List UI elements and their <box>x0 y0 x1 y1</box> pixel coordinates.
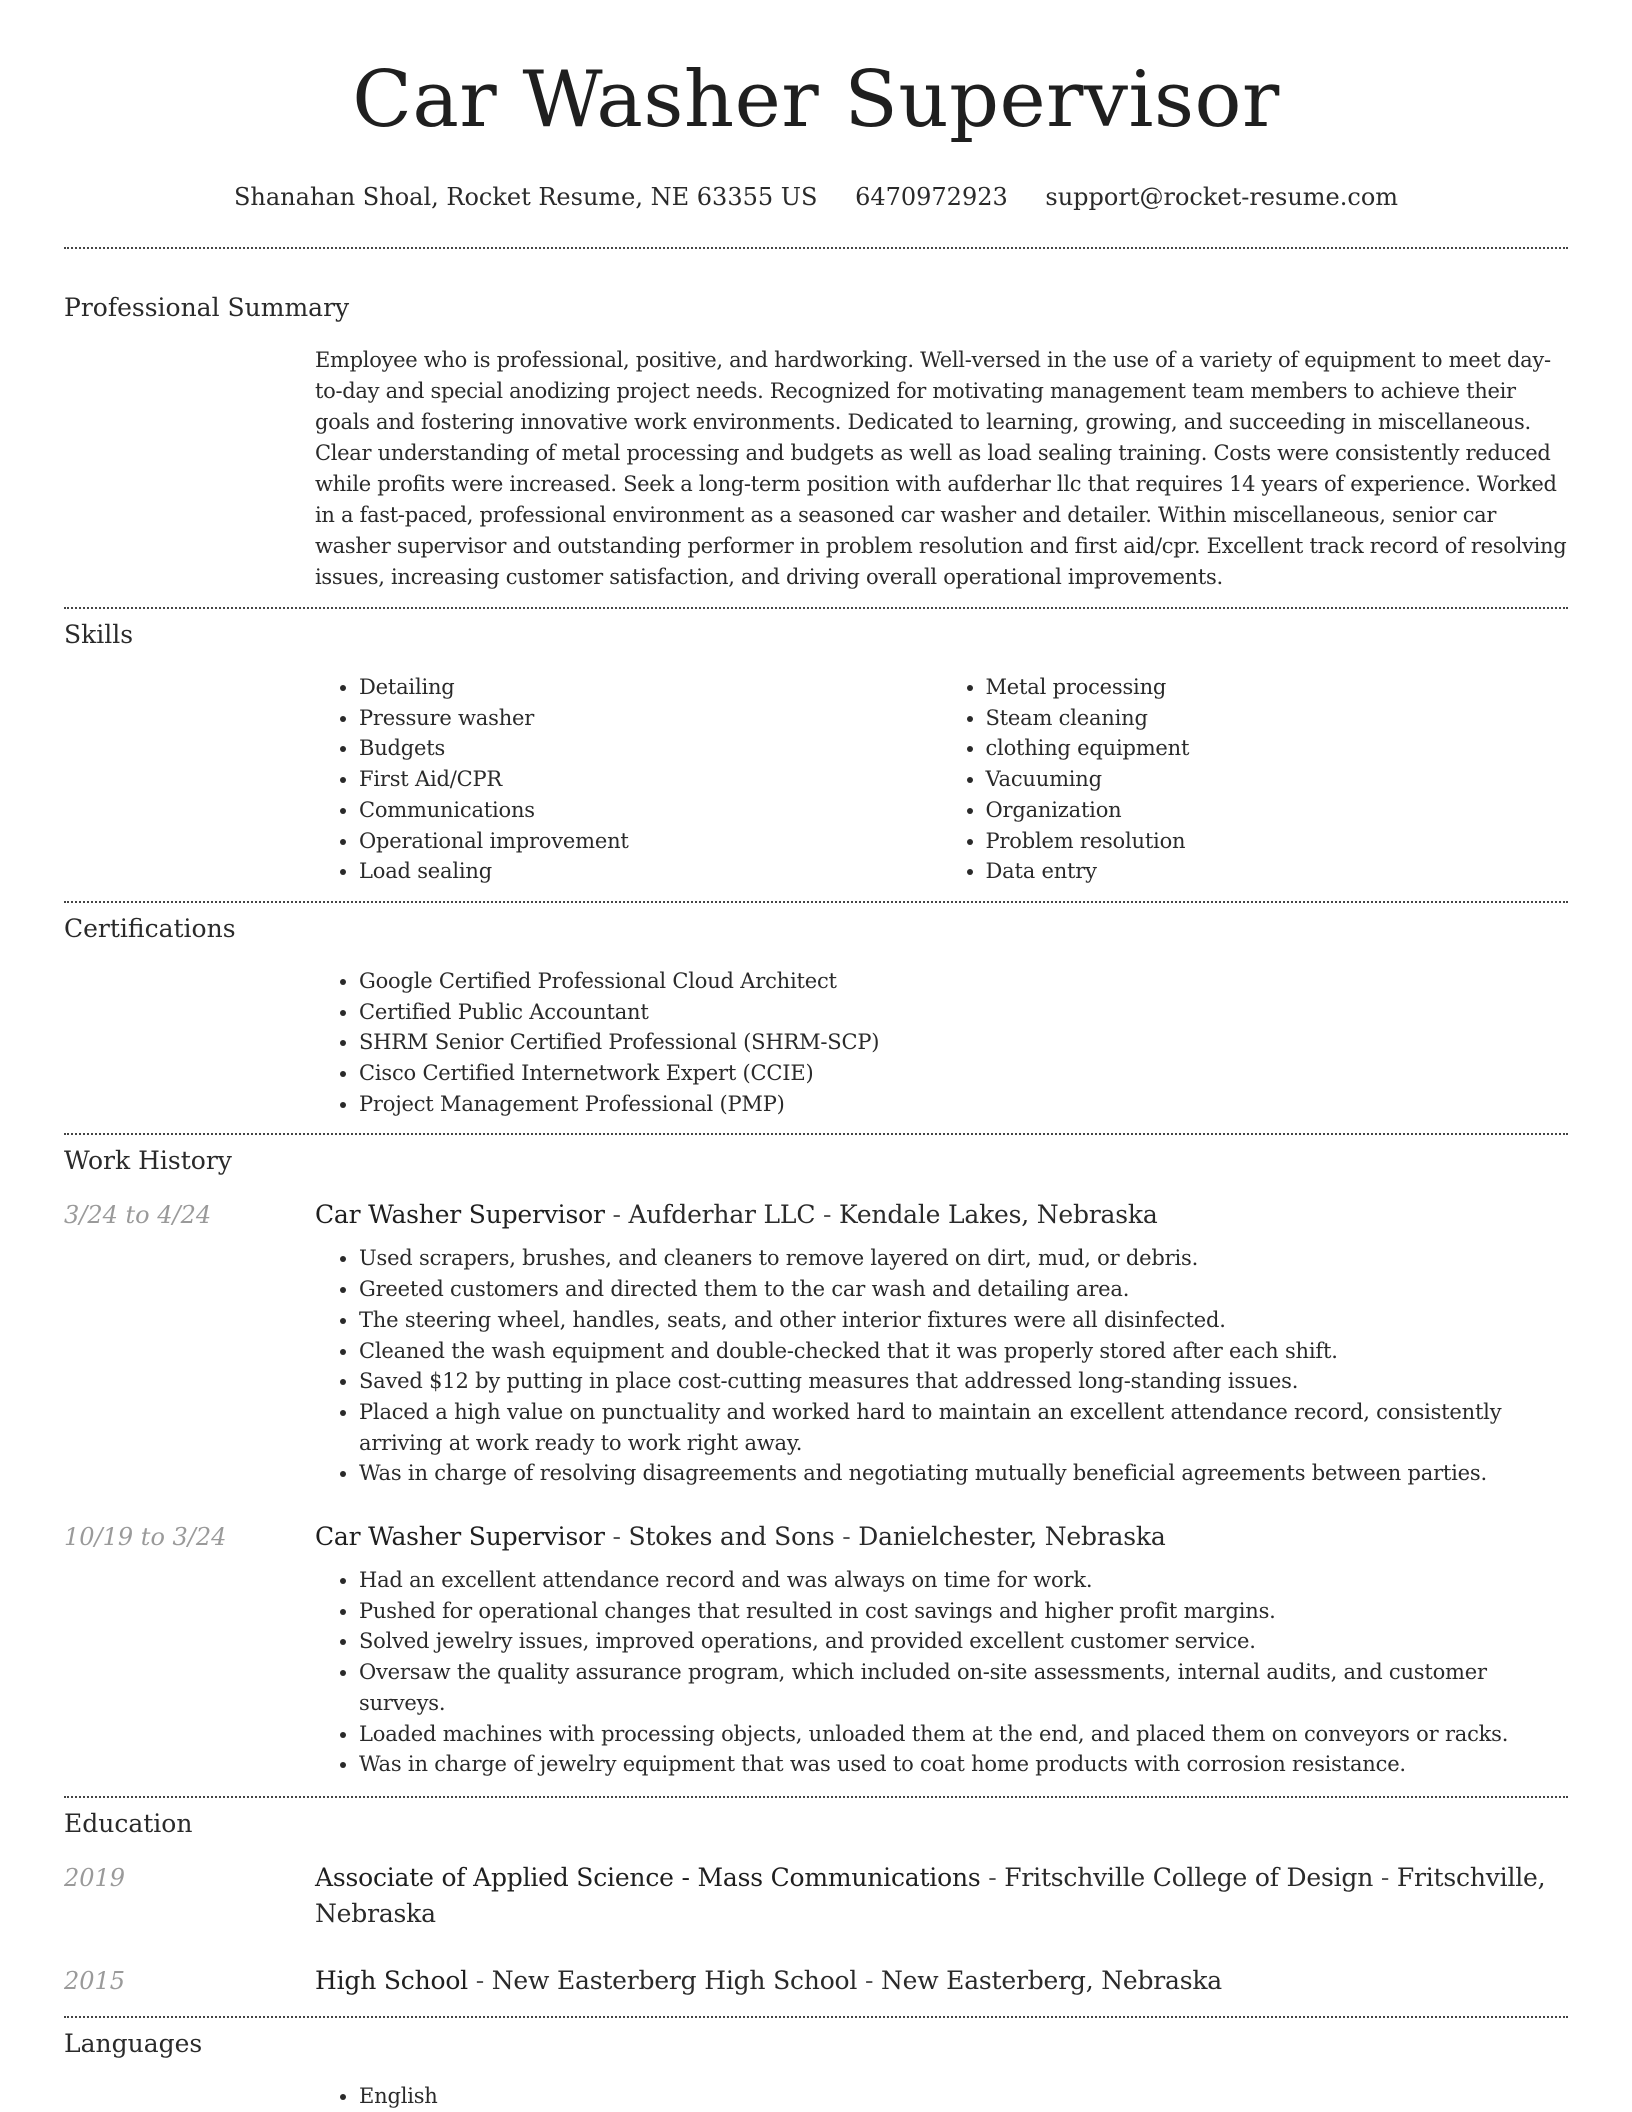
education-section <box>64 1808 1568 1999</box>
job-role: Car Washer Supervisor <box>315 1522 605 1552</box>
education-heading: Education <box>64 1808 193 1838</box>
resume-header <box>64 0 1568 212</box>
skill-item: • clothing equipment <box>986 733 1569 764</box>
education-school: Fritschville College of Design <box>1004 1862 1374 1892</box>
job-bullet: • Was in charge of jewelry equipment that was used to coat home products with corrosion resistance. <box>359 1749 1568 1780</box>
skill-item: • Load sealing <box>359 856 942 887</box>
section-divider <box>64 901 1568 903</box>
job-bullet: • Solved jewelry issues, improved operations, and provided excellent customer service. <box>359 1626 1568 1657</box>
certification-item: • Cisco Certified Internetwork Expert (CCIE) <box>359 1058 1568 1089</box>
skill-item: • Steam cleaning <box>986 703 1569 734</box>
skill-item: • Communications <box>359 795 942 826</box>
education-degree: Associate of Applied Science - Mass Communications <box>315 1862 981 1892</box>
job-bullets <box>315 1243 1568 1489</box>
candidate-name: Car Washer Supervisor <box>352 55 1280 145</box>
skill-item: • Detailing <box>359 672 942 703</box>
summary-heading: Professional Summary <box>64 293 350 322</box>
job-company: Aufderhar LLC <box>628 1200 816 1230</box>
skill-item: • Budgets <box>359 733 942 764</box>
certification-item: • Certified Public Accountant <box>359 997 1568 1028</box>
work-history-section <box>64 1145 1568 1780</box>
education-entry <box>64 1860 1568 1932</box>
skill-item: • Operational improvement <box>359 826 942 857</box>
job-dates: 3/24 to 4/24 <box>64 1201 212 1230</box>
contact-line <box>64 182 1568 212</box>
summary-section <box>64 292 1568 593</box>
job-title-line: Car Washer Supervisor - Stokes and Sons - Danielchester, Nebraska <box>315 1522 1166 1552</box>
skill-item: • First Aid/CPR <box>359 764 942 795</box>
job-location: Danielchester, Nebraska <box>858 1522 1166 1552</box>
contact-address: Shanahan Shoal, Rocket Resume, NE 63355 US <box>233 183 818 211</box>
certification-item: • Google Certified Professional Cloud Architect <box>359 966 1568 997</box>
skill-item: • Vacuuming <box>986 764 1569 795</box>
job-bullet: • Greeted customers and directed them to the car wash and detailing area. <box>359 1274 1568 1305</box>
section-divider <box>64 1796 1568 1798</box>
certifications-heading: Certifications <box>64 913 236 943</box>
education-year: 2015 <box>64 1966 126 1995</box>
summary-text: Employee who is professional, positive, and hardworking. Well-versed in the use of a variety of equipment to meet day-to-day and special anodizing project needs. Recognized for motivating management team members to achieve their goals and fostering innovative work environments. Dedicated to learning, growing, and succeeding in miscellaneous. Clear understanding of metal processing and budgets as well as load sealing training. Costs were consistently reduced while profits were increased. Seek a long-term position with aufderhar llc that requires 14 years of experience. Worked in a fast-paced, professional environment as a seasoned car washer and detailer. Within miscellaneous, senior car washer supervisor and outstanding performer in problem resolution and first aid/cpr. Excellent track record of resolving issues, increasing customer satisfaction, and driving overall operational improvements. <box>315 348 1567 589</box>
work-history-heading: Work History <box>64 1146 232 1176</box>
skill-item: • Pressure washer <box>359 703 942 734</box>
skills-heading: Skills <box>64 620 134 649</box>
job-location: Kendale Lakes, Nebraska <box>839 1200 1158 1230</box>
job-bullet: • Used scrapers, brushes, and cleaners to remove layered on dirt, mud, or debris. <box>359 1243 1568 1274</box>
education-location: New Easterberg, Nebraska <box>880 1965 1223 1995</box>
skill-item: • Metal processing <box>986 672 1569 703</box>
skill-item: • Data entry <box>986 856 1569 887</box>
languages-list <box>315 2081 1568 2112</box>
section-divider <box>64 607 1568 609</box>
job-bullet: • Was in charge of resolving disagreements and negotiating mutually beneficial agreements between parties. <box>359 1458 1568 1489</box>
job-bullet: • Cleaned the wash equipment and double-checked that it was properly stored after each shift. <box>359 1336 1568 1367</box>
job-company: Stokes and Sons <box>628 1522 835 1552</box>
job-bullet: • The steering wheel, handles, seats, and other interior fixtures were all disinfected. <box>359 1305 1568 1336</box>
certification-item: • SHRM Senior Certified Professional (SHRM-SCP) <box>359 1027 1568 1058</box>
skills-section <box>64 619 1568 887</box>
job-bullet: • Oversaw the quality assurance program, which included on-site assessments, internal audits, and customer surveys. <box>359 1657 1568 1718</box>
job-role: Car Washer Supervisor <box>315 1200 605 1230</box>
contact-phone: 6470972923 <box>855 183 1008 211</box>
skill-item: • Organization <box>986 795 1569 826</box>
education-entry <box>64 1963 1568 1999</box>
skills-list-right <box>942 672 1569 887</box>
job-bullets <box>315 1565 1568 1780</box>
job-entry <box>64 1519 1568 1780</box>
resume-page <box>64 0 1568 2112</box>
certification-item: • Project Management Professional (PMP) <box>359 1089 1568 1120</box>
job-bullet: • Had an excellent attendance record and was always on time for work. <box>359 1565 1568 1596</box>
education-title-line: Associate of Applied Science - Mass Communications - Fritschville College of Design - Fritschville, Nebraska <box>315 1862 1546 1928</box>
languages-heading: Languages <box>64 2028 203 2058</box>
language-item: • English <box>359 2081 1568 2112</box>
job-bullet: • Saved $12 by putting in place cost-cutting measures that addressed long-standing issues. <box>359 1366 1568 1397</box>
job-bullet: • Placed a high value on punctuality and worked hard to maintain an excellent attendance record, consistently arriving at work ready to work right away. <box>359 1397 1568 1458</box>
section-divider <box>64 2016 1568 2018</box>
contact-email: support@rocket-resume.com <box>1045 183 1399 211</box>
languages-section <box>64 2028 1568 2112</box>
education-school: New Easterberg High School <box>491 1965 858 1995</box>
skill-item: • Problem resolution <box>986 826 1569 857</box>
job-bullet: • Pushed for operational changes that resulted in cost savings and higher profit margins. <box>359 1596 1568 1627</box>
education-title-line: High School - New Easterberg High School - New Easterberg, Nebraska <box>315 1965 1223 1995</box>
education-location: Fritschville, Nebraska <box>315 1862 1546 1928</box>
job-bullet: • Loaded machines with processing objects, unloaded them at the end, and placed them on conveyors or racks. <box>359 1719 1568 1750</box>
education-year: 2019 <box>64 1863 126 1892</box>
section-divider <box>64 247 1568 249</box>
certifications-section <box>64 913 1568 1120</box>
certifications-list <box>315 966 1568 1120</box>
education-degree: High School <box>315 1965 468 1995</box>
job-entry <box>64 1197 1568 1489</box>
section-divider <box>64 1133 1568 1135</box>
job-dates: 10/19 to 3/24 <box>64 1523 227 1552</box>
job-title-line: Car Washer Supervisor - Aufderhar LLC - Kendale Lakes, Nebraska <box>315 1200 1158 1230</box>
skills-list-left <box>315 672 942 887</box>
